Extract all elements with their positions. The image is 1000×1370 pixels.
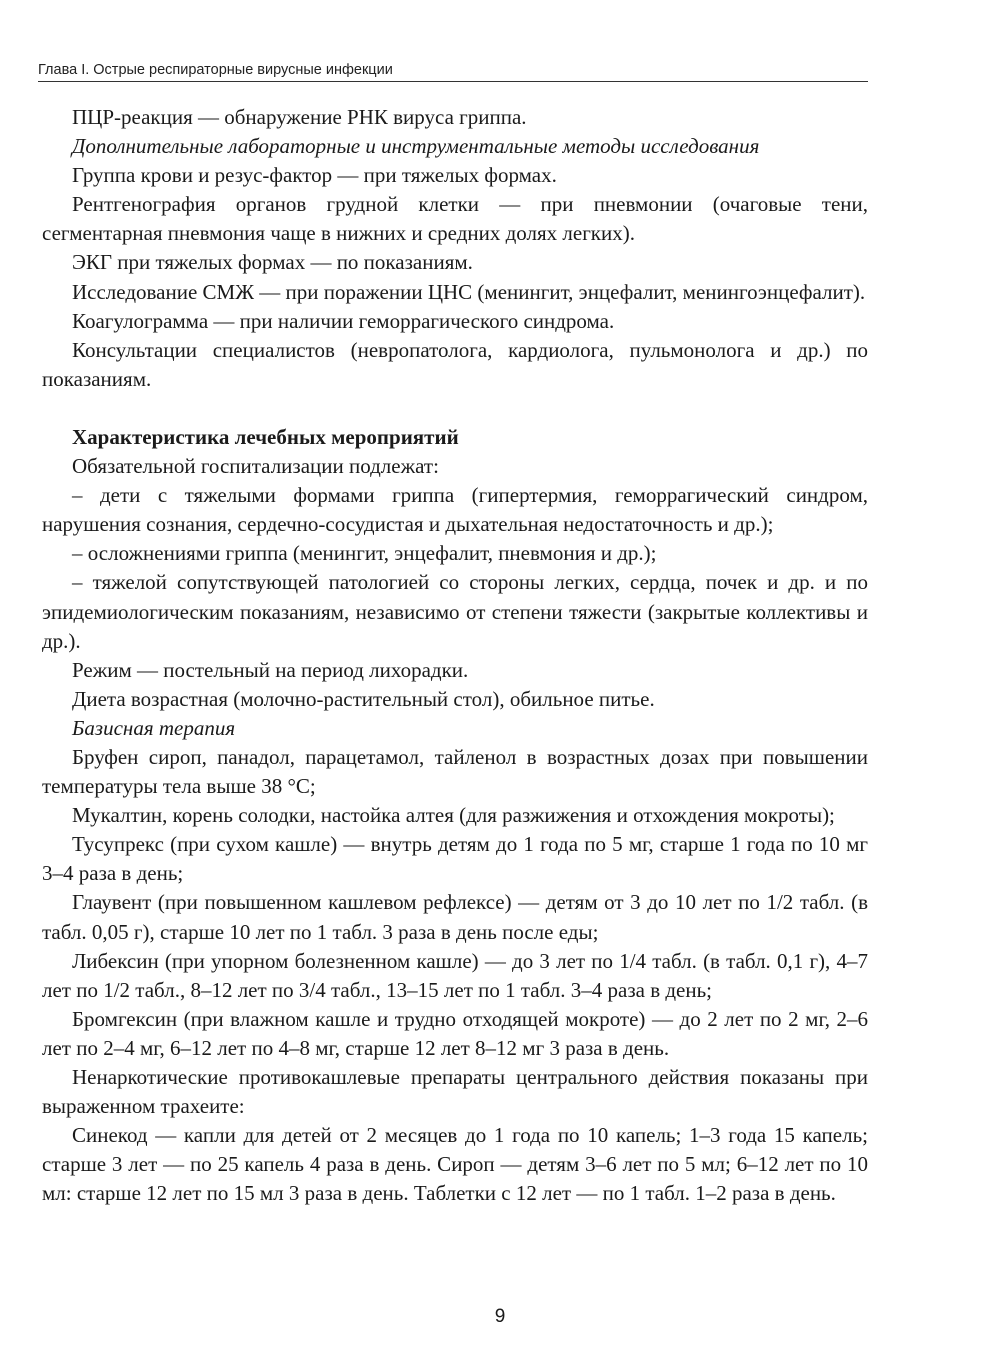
paragraph: Бруфен сироп, панадол, парацетамол, тайленол в возрастных дозах при повышении температуры тела выше 38 °С;: [42, 744, 868, 799]
subheading-italic: Дополнительные лабораторные и инструментальные методы исследования: [72, 134, 760, 159]
running-head: Глава I. Острые респираторные вирусные инфекции: [38, 62, 868, 82]
paragraph: Глаувент (при повышенном кашлевом рефлексе) — детям от 3 до 10 лет по 1/2 табл. (в табл. 0,05 г), старше 10 лет по 1 табл. 3 раза в день после еды;: [42, 890, 868, 944]
paragraph: Бромгексин (при влажном кашле и трудно отходящей мокроте) — до 2 лет по 2 мг, 2–6 лет по 2–4 мг, 6–12 лет по 4–8 мг, старше 12 лет 8–12 мг 3 раза в день.: [42, 1006, 868, 1060]
section-heading: Характеристика лечебных мероприятий: [72, 424, 459, 449]
paragraph: ПЦР-реакция — обнаружение РНК вируса гриппа.: [72, 105, 527, 129]
paragraph: Консультации специалистов (невропатолога, кардиолога, пульмонолога и др.) по показаниям.: [42, 337, 868, 391]
paragraph: Мукалтин, корень солодки, настойка алтея (для разжижения и отхождения мокроты);: [72, 803, 835, 828]
paragraph: Ненаркотические противокашлевые препараты центрального действия показаны при выраженном трахеите:: [42, 1065, 868, 1119]
list-item: – тяжелой сопутствующей патологией со стороны легких, сердца, почек и др. и по эпидемиологическим показаниям, независимо от степени тяжести (закрытые коллективы и др.).: [42, 570, 868, 653]
paragraph: Коагулограмма — при наличии геморрагического синдрома.: [72, 308, 615, 333]
list-item: – дети с тяжелыми формами гриппа (гипертермия, геморрагический синдром, нарушения сознания, сердечно-сосудистая и дыхательная недостаточность и др.);: [42, 483, 868, 537]
list-item: – осложнениями гриппа (менингит, энцефалит, пневмония и др.);: [72, 541, 657, 566]
paragraph: Обязательной госпитализации подлежат:: [72, 454, 439, 479]
paragraph: Тусупрекс (при сухом кашле) — внутрь детям до 1 года по 5 мг, старше 1 года по 10 мг 3–4 раза в день;: [42, 832, 868, 886]
paragraph: Рентгенография органов грудной клетки — при пневмонии (очаговые тени, сегментарная пневмония чаще в нижних и средних долях легких).: [42, 192, 868, 246]
paragraph: Синекод — капли для детей от 2 месяцев до 1 года по 10 капель; 1–3 года 15 капель; старше 3 лет — по 25 капель 4 раза в день. Сироп — детям 3–6 лет по 5 мл; 6–12 лет по 10 мл: старше 12 лет по 15 мл 3 раза в день. Таблетки с 12 лет — по 1 табл. 1–2 раза в день.: [42, 1123, 868, 1206]
paragraph: Группа крови и резус-фактор — при тяжелых формах.: [72, 163, 557, 188]
paragraph: Диета возрастная (молочно-растительный стол), обильное питье.: [72, 686, 655, 711]
subheading-italic: Базисная терапия: [72, 715, 236, 740]
paragraph: Либексин (при упорном болезненном кашле) — до 3 лет по 1/4 табл. (в табл. 0,1 г), 4–7 лет по 1/2 табл., 8–12 лет по 3/4 табл., 13–15 лет по 1 табл. 3–4 раза в день;: [42, 948, 868, 1002]
paragraph: Исследование СМЖ — при поражении ЦНС (менингит, энцефалит, менингоэнцефалит).: [72, 279, 866, 304]
page-body: [42, 103, 868, 1208]
paragraph: ЭКГ при тяжелых формах — по показаниям.: [72, 250, 473, 275]
paragraph: Режим — постельный на период лихорадки.: [72, 657, 469, 682]
page-number: 9: [494, 1306, 506, 1327]
